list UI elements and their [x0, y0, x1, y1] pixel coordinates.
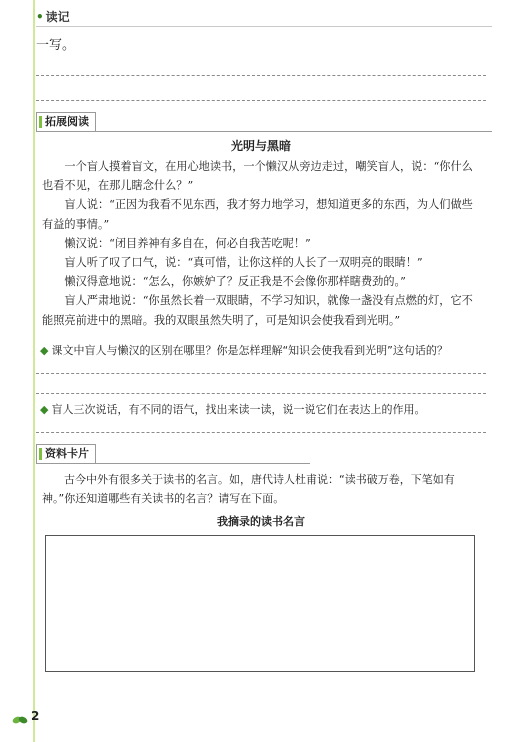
- diamond-bullet-icon: ◆: [40, 344, 49, 357]
- info-card-intro-text: 古今中外有很多关于读书的名言。如，唐代诗人杜甫说：“读书破万卷，下笔如有神。”你还知道哪些有关读书的名言？请写在下面。: [42, 473, 455, 505]
- quote-answer-box[interactable]: [45, 535, 475, 672]
- writing-line[interactable]: [36, 373, 486, 374]
- story-paragraph: 懒汉得意地说：“怎么，你嫉妒了？反正我是不会像你那样瞎费劲的。”: [64, 275, 406, 289]
- header-label-text: 读记: [45, 10, 70, 24]
- story-paragraph: 盲人听了叹了口气，说：“真可惜，让你这样的人长了一双明亮的眼睛！”: [64, 256, 423, 270]
- section-tag-label: 拓展阅读: [45, 115, 89, 128]
- header-rule: [36, 26, 492, 27]
- question-1: [40, 343, 488, 359]
- margin-line: [33, 0, 35, 742]
- section-tag-extended-reading: [36, 112, 96, 132]
- top-prompt: 一写。: [36, 38, 76, 53]
- story-paragraph: 盲人说：“正因为我看不见东西，我才努力地学习，想知道更多的东西，为人们做些有益的事情。”: [42, 198, 473, 231]
- page-number: 2: [31, 709, 40, 723]
- section-rule: [36, 131, 492, 132]
- writing-line[interactable]: [36, 75, 486, 76]
- writing-line[interactable]: [36, 432, 486, 433]
- quote-box-title: 我摘录的读书名言: [217, 515, 305, 528]
- section-tag-label: 资料卡片: [45, 447, 89, 460]
- question-1-text: 课文中盲人与懒汉的区别在哪里？你是怎样理解“知识会使我看到光明”这句话的？: [51, 344, 448, 357]
- leaf-icon: [12, 714, 28, 726]
- section-tag-info-card: [36, 444, 96, 464]
- story-title: 光明与黑暗: [230, 139, 291, 153]
- story-paragraph: 一个盲人摸着盲文，在用心地读书，一个懒汉从旁边走过，嘲笑盲人，说：“你什么也看不见，在那儿瞎念什么？”: [42, 160, 473, 193]
- question-2: [40, 402, 488, 418]
- diamond-bullet-icon: ◆: [40, 403, 49, 416]
- info-card-intro: [42, 470, 482, 508]
- story-paragraph: 盲人严肃地说：“你虽然长着一双眼睛，不学习知识，就像一盏没有点燃的灯，它不能照亮前进中的黑暗。我的双眼虽然失明了，可是知识会使我看到光明。”: [42, 294, 473, 327]
- header-label: [36, 8, 70, 26]
- bullet-dot-icon: •: [36, 10, 44, 24]
- writing-line[interactable]: [36, 393, 486, 394]
- section-rule: [36, 463, 310, 464]
- story-paragraph: 懒汉说：“闭目养神有多自在，何必自我苦吃呢！”: [64, 236, 311, 250]
- story-body: [42, 157, 480, 330]
- writing-line[interactable]: [36, 100, 486, 101]
- question-2-text: 盲人三次说话，有不同的语气，找出来读一读，说一说它们在表达上的作用。: [51, 403, 426, 416]
